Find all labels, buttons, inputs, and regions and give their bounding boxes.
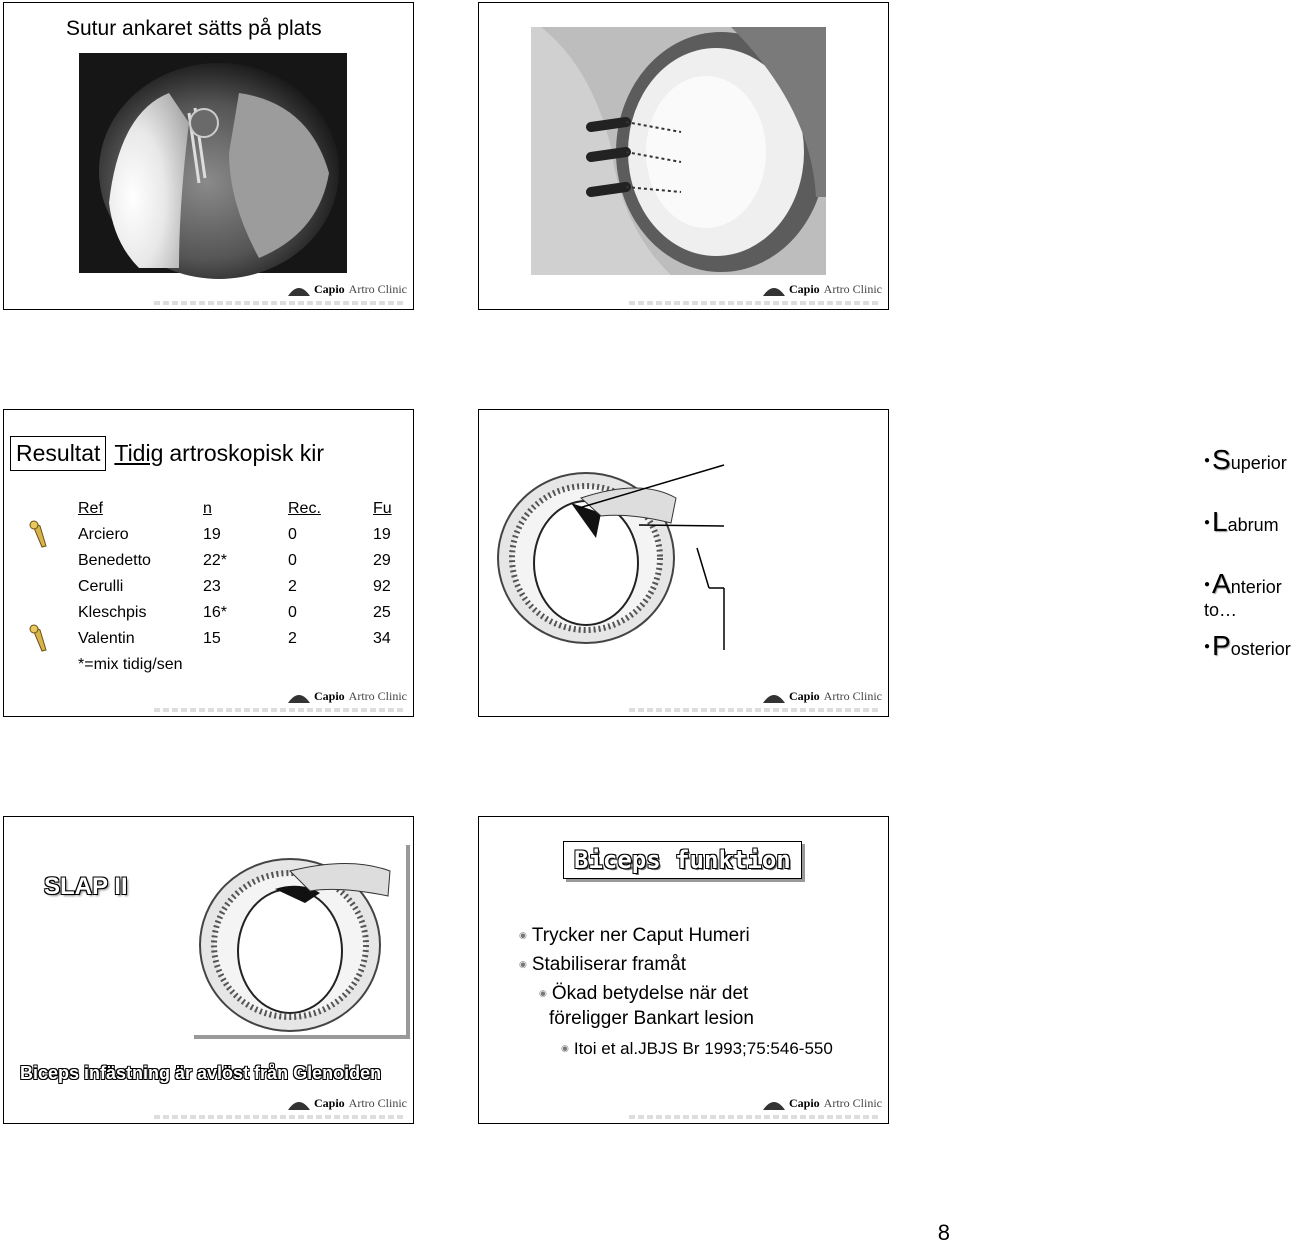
sub-bullet-line-2: föreligger Bankart lesion [549,1008,754,1029]
bullet-1: ◉ Trycker ner Caput Humeri [519,925,750,946]
logo-brand: Capio [313,689,345,703]
cell-n: 16* [203,604,228,621]
acronym-s: ●Superior [1204,444,1287,475]
footer-strip [154,301,403,305]
cell-n: 19 [203,526,221,543]
col-fu: Fu [373,500,392,517]
cell-rec: 2 [288,578,297,595]
heading-rest: artroskopisk kir [169,440,325,466]
screw-icon [28,624,50,652]
logo-brand: Capio [313,282,345,296]
capio-logo [288,689,407,704]
cell-rec: 0 [288,552,297,569]
cell-rec: 2 [288,630,297,647]
slide-2 [478,2,889,310]
logo-rest: Artro Clinic [823,1096,882,1110]
cell-ref: Valentin [78,630,135,647]
slide-5 [3,816,414,1124]
bullet-icon: ◉ [519,930,527,940]
cell-ref: Arciero [78,526,129,543]
logo-rest: Artro Clinic [348,1096,407,1110]
slide-1 [3,2,414,310]
logo-brand: Capio [788,689,820,703]
arthroscopy-photo [79,53,347,273]
results-label: Resultat [10,436,106,471]
slide-1-title: Sutur ankaret sätts på plats [66,17,322,40]
col-ref: Ref [78,500,103,517]
cell-rec: 0 [288,604,297,621]
cell-fu: 34 [373,630,391,647]
logo-brand: Capio [788,1096,820,1110]
logo-rest: Artro Clinic [823,282,882,296]
capio-logo [288,1096,407,1111]
cell-ref: Benedetto [78,552,151,569]
cell-fu: 92 [373,578,391,595]
slap-caption: Biceps infästning är avlöst från Glenoiden [20,1063,382,1083]
table-row [68,600,392,626]
footer-strip [629,1115,878,1119]
capio-logo [763,1096,882,1111]
slide-6 [478,816,889,1124]
capio-logo [763,689,882,704]
cell-fu: 29 [373,552,391,569]
table-header-row [68,496,392,522]
capio-logo [763,282,882,297]
col-n: n [203,500,212,517]
biceps-title: Biceps funktion [563,841,802,879]
logo-rest: Artro Clinic [348,689,407,703]
logo-rest: Artro Clinic [348,282,407,296]
capio-mark-icon [763,284,785,296]
table-row [68,626,392,652]
cell-n: 23 [203,578,221,595]
capio-mark-icon [763,691,785,703]
cell-ref: Cerulli [78,578,124,595]
slap-title: SLAP II [44,873,128,900]
slide-4 [478,409,1291,717]
logo-rest: Artro Clinic [823,689,882,703]
logo-brand: Capio [788,282,820,296]
slide-3 [3,409,414,717]
screw-icon [28,520,50,548]
slap-ii-illustration [190,841,406,1035]
cell-n: 15 [203,630,221,647]
labrum-anchor-illustration [531,27,826,275]
footer-strip [154,1115,403,1119]
footer-strip [629,301,878,305]
acronym-l: ●Labrum [1204,506,1279,537]
heading-underlined: Tidig [114,440,164,466]
sub-bullet-line-1: ◉ Ökad betydelse när det [539,983,749,1004]
sub-sub-bullet: ◉ Itoi et al.JBJS Br 1993;75:546-550 [561,1039,833,1058]
acronym-p: ●Posterior [1204,630,1291,661]
capio-mark-icon [288,691,310,703]
table-row [68,574,392,600]
pointer-lines [559,450,729,690]
capio-mark-icon [763,1098,785,1110]
cell-ref: Kleschpis [78,604,147,621]
bullet-2: ◉ Stabiliserar framåt [519,954,687,975]
results-heading [10,436,324,471]
logo-brand: Capio [313,1096,345,1110]
capio-mark-icon [288,284,310,296]
bullet-icon: ◉ [561,1043,569,1053]
table-row [68,548,392,574]
table-row [68,522,392,548]
capio-logo [288,282,407,297]
table-note: *=mix tidig/sen [78,656,183,673]
footer-strip [154,708,403,712]
bullet-icon: ◉ [539,988,547,998]
col-rec: Rec. [288,500,321,517]
cell-n: 22* [203,552,228,569]
cell-rec: 0 [288,526,297,543]
cell-fu: 25 [373,604,391,621]
bullet-icon: ◉ [519,959,527,969]
results-table [68,496,392,652]
capio-mark-icon [288,1098,310,1110]
cell-fu: 19 [373,526,391,543]
acronym-a: ●Anterior to… [1204,568,1282,620]
footer-strip [629,708,878,712]
page-number: 8 [937,1220,950,1245]
